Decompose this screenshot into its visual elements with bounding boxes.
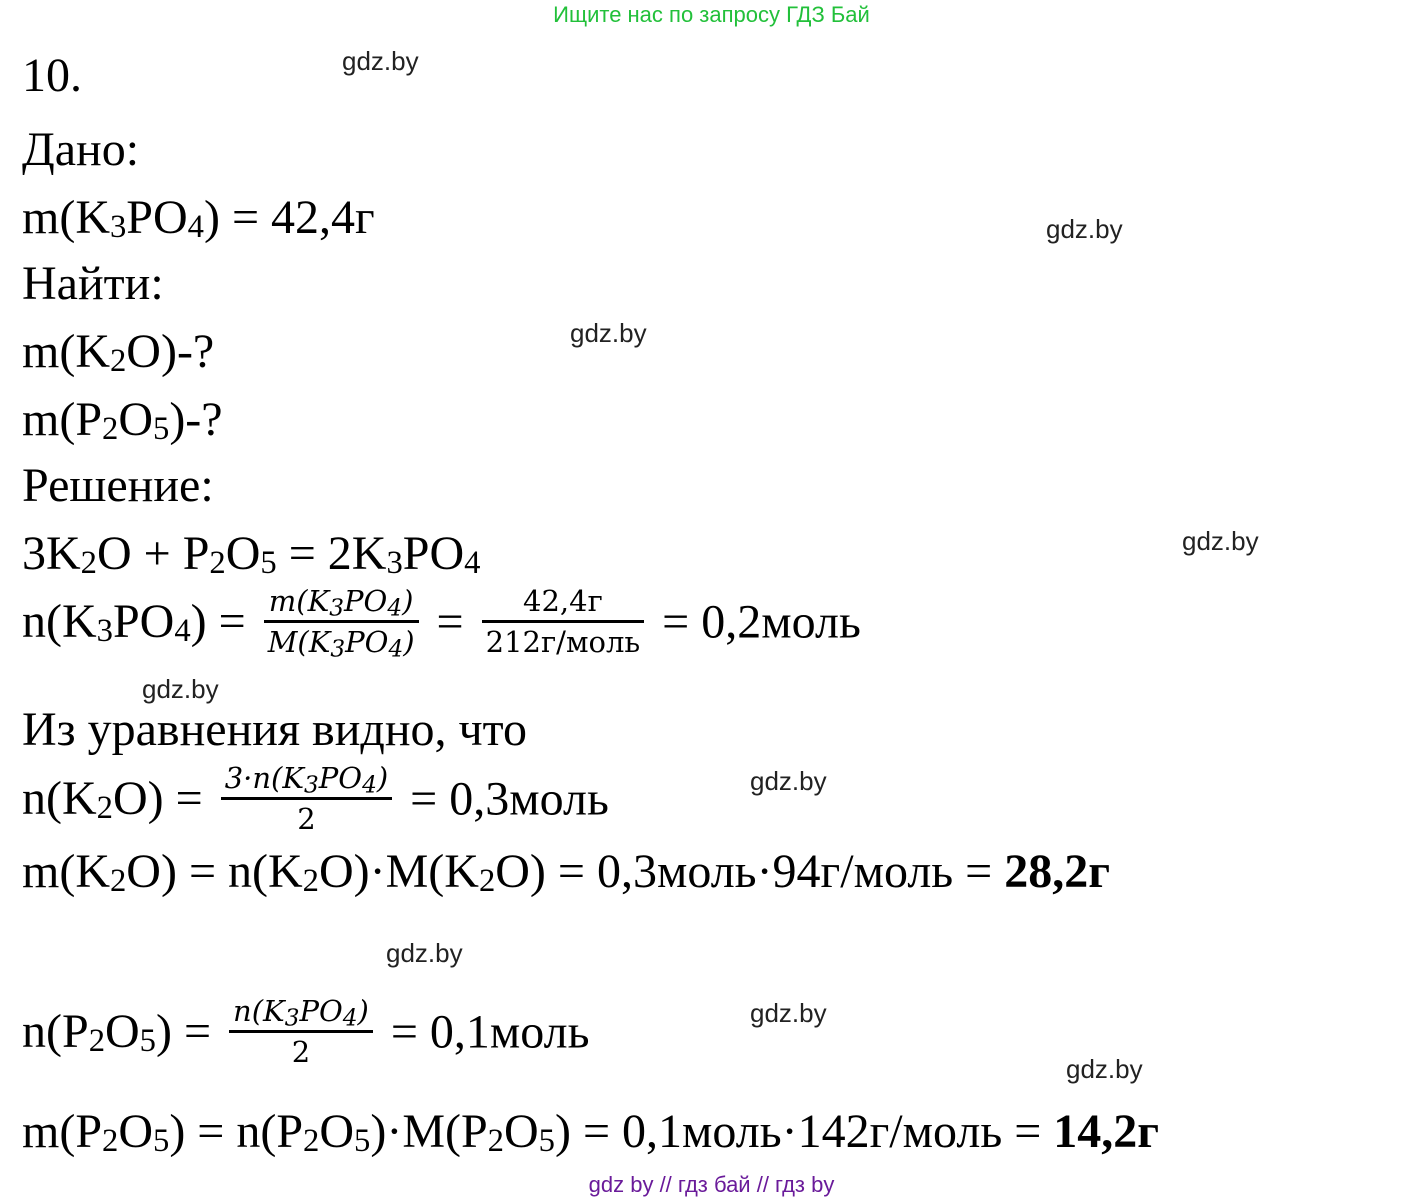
m-p2o5-formula: $m(P_2O_5) = n(P_2O_5)\cdot M(P_2O_5)$ = 0,1моль·142г/моль = 14,2г (22, 1105, 1160, 1159)
solution-label: Решение: (22, 459, 214, 512)
answer-k2o: 28,2г (1004, 845, 1111, 898)
top-banner: Ищите нас по запросу ГДЗ Бай (553, 2, 870, 27)
watermark: gdz.by (750, 766, 827, 796)
task-number: 10. (22, 49, 82, 102)
watermark: gdz.by (570, 318, 647, 348)
find-k2o: $m(K_2O)-$? (22, 325, 215, 379)
given-label: Дано: (22, 123, 140, 176)
fraction-n-k2o: $\frac{3\cdot n(K_3PO_4)}{2}$ (221, 762, 392, 837)
fraction-n-p2o5: $\frac{n(K_3PO_4)}{2}$ (229, 995, 373, 1070)
watermark: gdz.by (1182, 526, 1259, 556)
watermark: gdz.by (386, 938, 463, 968)
from-equation-text: Из уравнения видно, что (22, 703, 527, 756)
watermark: gdz.by (142, 674, 219, 704)
n-k2o-formula: $n(K_2O)$ = $\frac{3\cdot n(K_3PO_4)}{2}$ = 0,3моль (22, 761, 609, 837)
fraction-mass-over-molar: $\frac{m(K_3PO_4)}{M(K_3PO_4)}$ (264, 585, 419, 660)
n-k3po4-formula: $n(K_3PO_4)$ = $\frac{m(K_3PO_4)}{M(K_3PO_4)}$ = $\frac{42,4г}{\text{212г/моль}}$ = 0,2моль (22, 584, 861, 663)
reaction-equation: $3K_2O + P_2O_5 = 2K_3PO_4$ (22, 527, 481, 581)
given-mass: $m(K_3PO_4) = 42,4г$ (22, 191, 375, 245)
answer-p2o5: 14,2г (1053, 1105, 1160, 1158)
find-label: Найти: (22, 257, 164, 310)
watermark: gdz.by (342, 46, 419, 76)
find-p2o5: $m(P_2O_5)-$? (22, 393, 223, 447)
fraction-values: $\frac{42,4г}{\text{212г/моль}}$ (482, 585, 645, 660)
watermark: gdz.by (1046, 214, 1123, 244)
m-k2o-formula: $m(K_2O) = n(K_2O)\cdot M(K_2O)$ = 0,3моль·94г/моль = 28,2г (22, 845, 1111, 899)
watermark: gdz.by (1066, 1054, 1143, 1084)
watermark: gdz.by (750, 998, 827, 1028)
n-p2o5-formula: $n(P_2O_5)$ = $\frac{n(K_3PO_4)}{2}$ = 0,1моль (22, 994, 590, 1070)
footer-watermark: gdz by // гдз бай // гдз by (588, 1172, 835, 1197)
